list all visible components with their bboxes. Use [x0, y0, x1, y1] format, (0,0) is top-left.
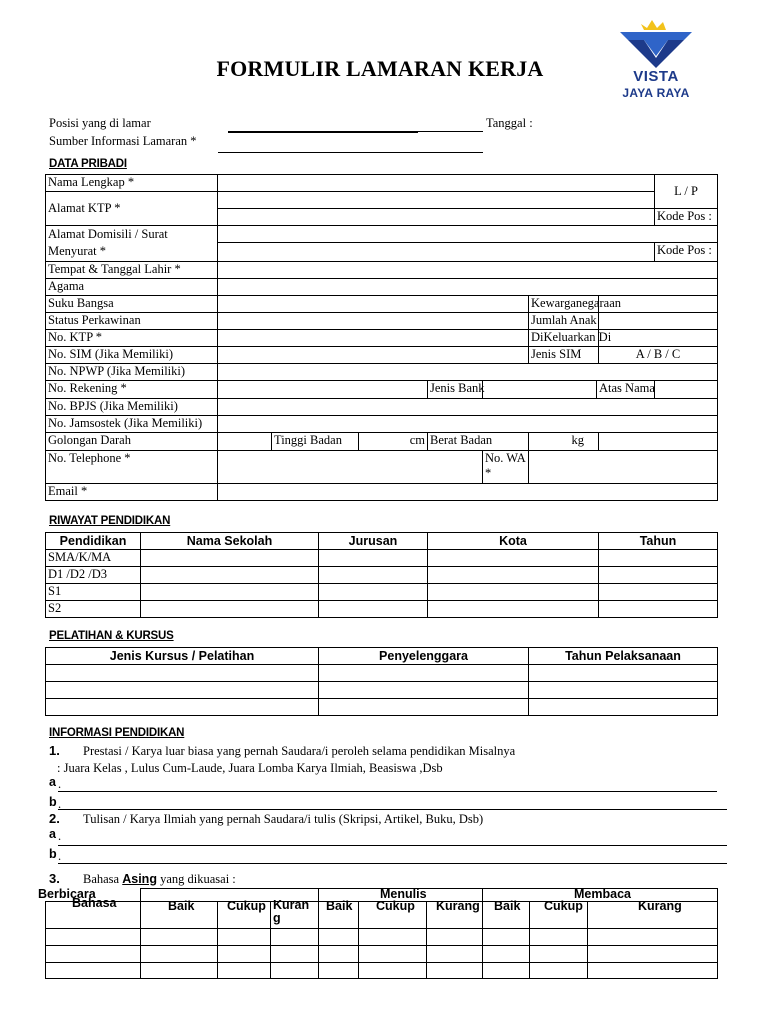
label-ethnicity: Suku Bangsa — [46, 296, 218, 313]
lang-cell[interactable] — [483, 929, 530, 946]
input-marital[interactable] — [218, 313, 529, 330]
input-full-name[interactable] — [218, 175, 655, 192]
table-row — [46, 699, 718, 716]
edu-cell[interactable] — [141, 601, 319, 618]
page-title: FORMULIR LAMARAN KERJA — [216, 56, 544, 81]
table-row — [46, 550, 718, 567]
lang-cell[interactable] — [46, 929, 141, 946]
label-sim: No. SIM (Jika Memiliki) — [46, 347, 218, 364]
question-1-number: 1. — [49, 743, 60, 758]
vista-logo-icon — [614, 18, 698, 68]
table-row — [46, 665, 718, 682]
lang-cell[interactable] — [271, 946, 319, 963]
sim-type-options[interactable]: A / B / C — [599, 347, 718, 364]
input-weight[interactable] — [599, 433, 718, 451]
input-account[interactable] — [218, 381, 428, 399]
input-phone[interactable] — [218, 451, 483, 484]
edu-row-label: SMA/K/MA — [46, 550, 141, 567]
gender-field[interactable]: L / P — [655, 175, 718, 209]
edu-col-city: Kota — [428, 533, 599, 550]
input-birth[interactable] — [218, 262, 718, 279]
edu-cell[interactable] — [599, 601, 718, 618]
lang-group-write: Menulis — [380, 887, 427, 901]
speak-poor-part2: g — [273, 911, 281, 925]
table-row — [46, 929, 718, 946]
lang-cell[interactable] — [359, 946, 427, 963]
lang-group-read: Membaca — [574, 887, 631, 901]
input-email[interactable] — [218, 484, 718, 501]
read-good: Baik — [494, 899, 521, 913]
edu-row-label: S2 — [46, 601, 141, 618]
q2-item-a-label: a — [49, 827, 56, 841]
question-3-bold: Asing — [122, 872, 157, 886]
q1-item-b-label: b — [49, 795, 57, 809]
table-row — [46, 567, 718, 584]
lang-cell[interactable] — [483, 963, 530, 979]
q2-item-b-label: b — [49, 847, 57, 861]
training-cell[interactable] — [46, 665, 319, 682]
q2-item-b-dot: . — [58, 849, 62, 863]
lang-cell[interactable] — [359, 929, 427, 946]
input-ethnicity[interactable] — [218, 296, 529, 313]
speak-good: Baik — [168, 899, 195, 913]
lang-cell[interactable] — [530, 963, 588, 979]
lang-cell[interactable] — [271, 963, 319, 979]
q2-item-a-input[interactable] — [58, 845, 727, 846]
label-bpjs: No. BPJS (Jika Memiliki) — [46, 399, 218, 416]
lang-cell[interactable] — [218, 946, 271, 963]
read-poor: Kurang — [638, 899, 682, 913]
source-label: Sumber Informasi Lamaran * — [49, 134, 197, 148]
input-domicile-2[interactable] — [218, 243, 655, 262]
training-table — [45, 647, 718, 716]
input-ktp-no[interactable] — [218, 330, 529, 347]
lang-cell[interactable] — [319, 946, 359, 963]
question-3-post: yang dikuasai : — [160, 872, 236, 886]
training-cell[interactable] — [46, 682, 319, 699]
input-children[interactable] — [599, 313, 718, 330]
q2-item-a-dot: . — [58, 829, 62, 843]
logo-text-vista: VISTA — [633, 68, 679, 85]
lang-cell[interactable] — [588, 963, 718, 979]
lang-col-language: Bahasa — [72, 896, 117, 910]
q1-item-a-dot: . — [58, 777, 62, 791]
lang-group-speak: Berbicara — [38, 887, 96, 901]
label-weight: Berat Badan — [428, 433, 529, 451]
table-row — [46, 601, 718, 618]
q1-item-b-input[interactable] — [58, 809, 727, 810]
training-col-organizer: Penyelenggara — [319, 648, 529, 665]
date-label: Tanggal : — [486, 116, 533, 130]
lang-cell[interactable] — [271, 929, 319, 946]
training-col-type: Jenis Kursus / Pelatihan — [46, 648, 319, 665]
personal-data-table — [45, 174, 718, 501]
label-domicile-line1: Alamat Domisili / Surat — [48, 227, 168, 241]
label-account-name: Atas Nama — [597, 381, 655, 399]
write-poor: Kurang — [436, 899, 480, 913]
input-npwp[interactable] — [218, 364, 718, 381]
edu-row-label: S1 — [46, 584, 141, 601]
source-input-line[interactable] — [218, 152, 483, 153]
input-issued-in[interactable] — [599, 330, 718, 347]
training-cell[interactable] — [529, 682, 718, 699]
table-row — [46, 963, 718, 979]
edu-row-label: D1 /D2 /D3 — [46, 567, 141, 584]
position-input-line-2[interactable] — [418, 131, 483, 132]
lang-cell[interactable] — [46, 946, 141, 963]
edu-cell[interactable] — [428, 584, 599, 601]
label-children: Jumlah Anak — [529, 313, 599, 330]
label-phone: No. Telephone * — [46, 451, 218, 484]
lang-cell[interactable] — [427, 963, 483, 979]
question-3-text — [83, 872, 236, 887]
edu-cell[interactable] — [319, 550, 428, 567]
position-input-line[interactable] — [228, 131, 418, 133]
lang-cell[interactable] — [141, 963, 218, 979]
section-training: PELATIHAN & KURSUS — [49, 630, 174, 642]
edu-col-school: Nama Sekolah — [141, 533, 319, 550]
training-col-year: Tahun Pelaksanaan — [529, 648, 718, 665]
write-fair: Cukup — [376, 899, 415, 913]
label-ktp-address: Alamat KTP * — [46, 192, 218, 226]
lang-cell[interactable] — [218, 929, 271, 946]
lang-cell[interactable] — [588, 929, 718, 946]
edu-cell[interactable] — [599, 567, 718, 584]
label-wa — [483, 451, 529, 484]
label-height: Tinggi Badan — [272, 433, 359, 451]
label-email: Email * — [46, 484, 218, 501]
training-cell[interactable] — [529, 665, 718, 682]
label-account: No. Rekening * — [46, 381, 218, 399]
input-sim[interactable] — [218, 347, 529, 364]
q1-item-b-dot: . — [58, 797, 62, 811]
lang-cell[interactable] — [359, 963, 427, 979]
question-2-number: 2. — [49, 811, 60, 826]
label-issued-in: DiKeluarkan Di — [529, 330, 599, 347]
label-blood: Golongan Darah — [46, 433, 218, 451]
question-1-example: : Juara Kelas , Lulus Cum-Laude, Juara Lomba Karya Ilmiah, Beasiswa ,Dsb — [57, 761, 443, 775]
edu-col-level: Pendidikan — [46, 533, 141, 550]
question-3-pre: Bahasa — [83, 872, 120, 886]
section-personal-data: DATA PRIBADI — [49, 158, 127, 170]
label-full-name: Nama Lengkap * — [46, 175, 218, 192]
edu-cell[interactable] — [599, 550, 718, 567]
training-cell[interactable] — [319, 699, 529, 716]
label-domicile-line2: Menyurat * — [48, 244, 106, 258]
input-blood[interactable] — [218, 433, 272, 451]
speak-poor-part1: Kuran — [273, 898, 310, 912]
question-1-text: Prestasi / Karya luar biasa yang pernah Saudara/i peroleh selama pendidikan Misalnya — [83, 744, 516, 758]
input-religion[interactable] — [218, 279, 718, 296]
training-cell[interactable] — [529, 699, 718, 716]
label-ktp-no: No. KTP * — [46, 330, 218, 347]
label-postal-code: Kode Pos : — [655, 209, 718, 226]
edu-cell[interactable] — [428, 550, 599, 567]
lang-cell[interactable] — [218, 963, 271, 979]
q1-item-a-input[interactable] — [58, 791, 717, 792]
input-ktp-address-1[interactable] — [218, 192, 655, 209]
q1-item-a-label: a — [49, 775, 56, 789]
label-citizenship: Kewarganegaraan — [529, 296, 599, 313]
table-row — [46, 682, 718, 699]
edu-col-major: Jurusan — [319, 533, 428, 550]
lang-cell[interactable] — [530, 929, 588, 946]
section-education-info: INFORMASI PENDIDIKAN — [49, 727, 185, 739]
lang-cell[interactable] — [427, 929, 483, 946]
edu-cell[interactable] — [319, 567, 428, 584]
label-wa-line1: No. WA — [485, 451, 526, 465]
lang-cell[interactable] — [530, 946, 588, 963]
training-cell[interactable] — [319, 665, 529, 682]
lang-cell[interactable] — [46, 963, 141, 979]
input-bank-type[interactable] — [483, 381, 597, 399]
label-weight-unit: kg — [529, 433, 599, 451]
label-marital: Status Perkawinan — [46, 313, 218, 330]
section-education-history: RIWAYAT PENDIDIKAN — [49, 515, 171, 527]
label-postal-code-2: Kode Pos : — [655, 243, 718, 262]
table-row — [46, 584, 718, 601]
edu-cell[interactable] — [141, 567, 319, 584]
label-npwp: No. NPWP (Jika Memiliki) — [46, 364, 218, 381]
edu-col-year: Tahun — [599, 533, 718, 550]
label-jamsostek: No. Jamsostek (Jika Memiliki) — [46, 416, 218, 433]
input-bpjs[interactable] — [218, 399, 718, 416]
company-logo — [614, 18, 698, 104]
training-cell[interactable] — [319, 682, 529, 699]
input-jamsostek[interactable] — [218, 416, 718, 433]
edu-cell[interactable] — [141, 584, 319, 601]
edu-cell[interactable] — [319, 584, 428, 601]
read-fair: Cukup — [544, 899, 583, 913]
table-row — [46, 946, 718, 963]
edu-cell[interactable] — [141, 550, 319, 567]
label-religion: Agama — [46, 279, 218, 296]
lang-cell[interactable] — [141, 929, 218, 946]
label-height-unit: cm — [359, 433, 428, 451]
training-cell[interactable] — [46, 699, 319, 716]
input-domicile-1[interactable] — [218, 226, 718, 243]
lang-cell[interactable] — [483, 946, 530, 963]
edu-cell[interactable] — [428, 601, 599, 618]
label-sim-type: Jenis SIM — [529, 347, 599, 364]
speak-poor — [273, 899, 309, 925]
education-table — [45, 532, 718, 618]
write-good: Baik — [326, 899, 353, 913]
edu-cell[interactable] — [599, 584, 718, 601]
label-domicile — [46, 226, 218, 262]
label-birth: Tempat & Tanggal Lahir * — [46, 262, 218, 279]
lang-cell[interactable] — [141, 946, 218, 963]
position-label: Posisi yang di lamar — [49, 116, 151, 130]
input-wa[interactable] — [529, 451, 718, 484]
label-bank-type: Jenis Bank — [428, 381, 483, 399]
q2-item-b-input[interactable] — [58, 863, 727, 864]
question-2-text: Tulisan / Karya Ilmiah yang pernah Saudara/i tulis (Skripsi, Artikel, Buku, Dsb) — [83, 812, 484, 826]
speak-fair: Cukup — [227, 899, 266, 913]
edu-cell[interactable] — [319, 601, 428, 618]
logo-text-jaya-raya: JAYA RAYA — [622, 86, 690, 100]
lang-cell[interactable] — [319, 929, 359, 946]
input-ktp-address-2[interactable] — [218, 209, 655, 226]
label-wa-line2: * — [485, 466, 492, 480]
lang-cell[interactable] — [427, 946, 483, 963]
question-3-number: 3. — [49, 871, 60, 886]
edu-cell[interactable] — [428, 567, 599, 584]
input-account-name[interactable] — [655, 381, 718, 399]
lang-cell[interactable] — [319, 963, 359, 979]
lang-cell[interactable] — [588, 946, 718, 963]
